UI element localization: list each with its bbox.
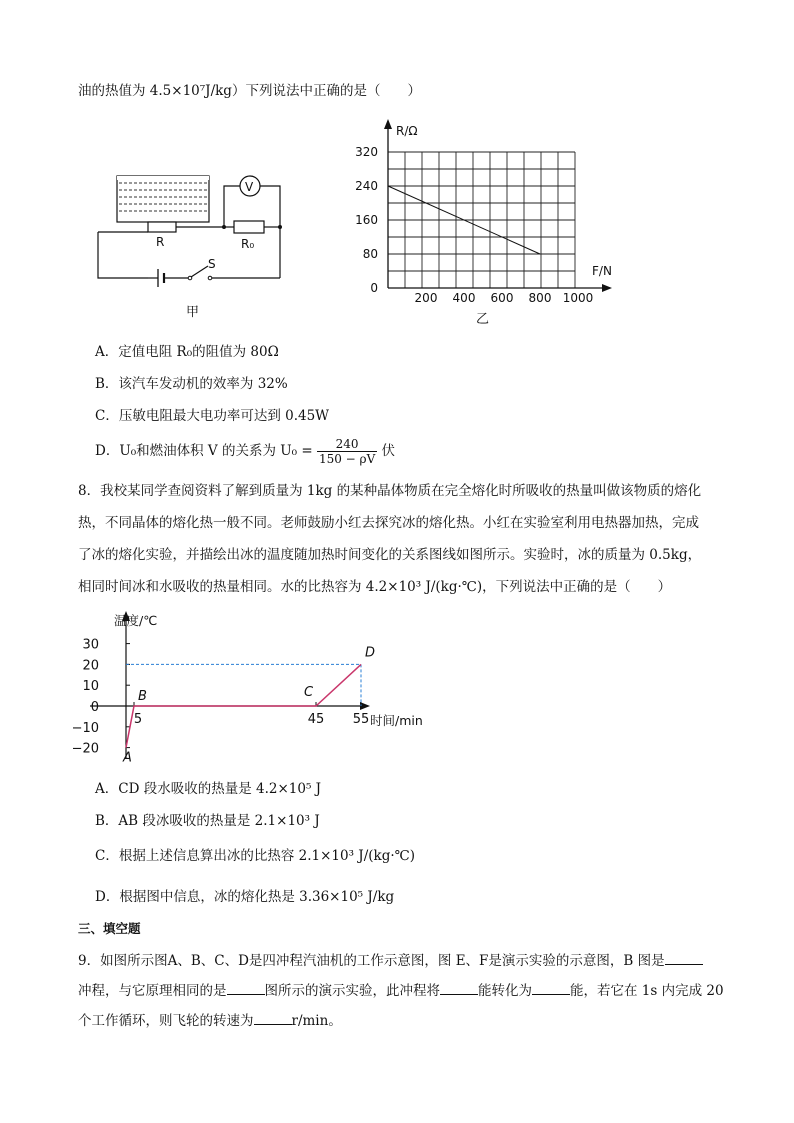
x-tick-label: 45 [307,712,325,727]
temperature-time-graph [70,607,450,767]
label-s: S [208,257,216,271]
q7-option-d [95,437,395,466]
y-axis-arrow [384,119,392,129]
q9-line2-text-c: 能转化为 [478,983,532,999]
y-tick-label: 160 [355,213,378,227]
q9-line1 [78,950,703,970]
q7-option-d-post: 伏 [381,443,396,459]
x-tick-label: 1000 [562,291,594,305]
x-tick-label: 600 [490,291,514,305]
point-label: D [365,645,376,661]
y-axis-label: R/Ω [396,124,418,138]
q7-option-b: B．该汽车发动机的效率为 32% [95,376,288,392]
q8-option-c: C．根据上述信息算出冰的比热容 2.1×10³ J/(kg·℃) [95,848,415,864]
blank-1[interactable] [665,950,703,965]
y-tick-label: 20 [82,658,99,674]
blank-2[interactable] [227,980,265,995]
section-title: 三、填空题 [78,921,141,936]
caption-jia: 甲 [186,305,200,320]
label-r: R [156,235,165,249]
x-tick-label: 200 [414,291,438,305]
y-tick-label: 320 [355,145,378,159]
y-tick-label: −20 [71,741,99,757]
x-axis-label: F/N [592,264,612,278]
q8-line3: 了冰的熔化实验，并描绘出冰的温度随加热时间变化的关系图线如图所示。实验时，冰的质量为 0.5kg， [78,547,702,563]
x-axis-label: 时间/min [370,713,423,728]
resistor-r [148,222,176,232]
x-tick-label: 400 [452,291,476,305]
point-label: B [138,689,147,704]
q7-option-d-pre: D．U₀和燃油体积 V 的关系为 U₀ = [95,443,313,459]
circuit-diagram [90,166,300,324]
label-v: V [245,180,254,194]
label-r0: R₀ [241,237,255,251]
q8-option-b: B．AB 段冰吸收的热量是 2.1×10³ J [95,813,320,829]
r-f-graph [340,115,630,330]
q7-option-a: A．定值电阻 R₀的阻值为 80Ω [95,344,279,360]
q9-line3-text-a: 个工作循环，则飞轮的转速为 [78,1013,254,1029]
y-tick-label: 0 [90,700,99,715]
y-tick-label: 80 [362,247,378,261]
y-tick-label: 0 [370,281,378,295]
x-axis-arrow [602,284,612,292]
q9-line2-text-a: 冲程，与它原理相同的是 [78,983,227,999]
q8-option-d: D．根据图中信息，冰的熔化热是 3.36×10⁵ J/kg [95,889,395,905]
resistor-r0 [234,221,264,233]
x-tick-label: 800 [528,291,552,305]
caption-yi: 乙 [476,312,490,327]
q9-line2 [78,980,724,1000]
fraction-numerator: 240 [317,437,377,452]
point-label: C [304,685,314,700]
q8-line1: 8．我校某同学查阅资料了解到质量为 1kg 的某种晶体物质在完全熔化时所吸收的热量叫做该物质的熔化 [78,483,702,499]
q9-line1-text: 9．如图所示图A、B、C、D是四冲程汽油机的工作示意图，图 E、F是演示实验的示意图，B 图是 [78,953,665,969]
q8-line2: 热，不同晶体的熔化热一般不同。老师鼓励小红去探究冰的熔化热。小红在实验室利用电热器加热，完成 [78,515,699,531]
y-tick-label: 30 [82,637,99,653]
q9-line3 [78,1010,342,1030]
x-tick-label: 5 [133,712,143,727]
q7-option-c: C．压敏电阻最大电功率可达到 0.45W [95,408,330,424]
q9-line2-text-d: 能，若它在 1s 内完成 20 [570,983,724,999]
q8-option-a: A．CD 段水吸收的热量是 4.2×10⁵ J [95,781,322,797]
q7-intro: 油的热值为 4.5×10⁷J/kg）下列说法中正确的是（ ） [78,83,421,99]
point-label: A [123,750,132,766]
y-tick-label: 10 [82,679,99,695]
y-tick-label: −10 [71,720,99,736]
blank-4[interactable] [532,980,570,995]
fraction [317,437,377,466]
q8-line4: 相同时间冰和水吸收的热量相同。水的比热容为 4.2×10³ J/(kg·℃)，下列说法中正确的是（ ） [78,579,672,595]
x-tick-label: 55 [352,712,370,727]
fraction-denominator: 150 − ρV [318,452,376,466]
y-axis-label: 温度/℃ [114,613,158,628]
q9-line2-text-b: 图所示的演示实验，此冲程将 [264,983,440,999]
y-tick-label: 240 [355,179,378,193]
blank-3[interactable] [440,980,478,995]
blank-5[interactable] [254,1010,292,1025]
q9-line3-text-b: r/min。 [291,1013,342,1029]
